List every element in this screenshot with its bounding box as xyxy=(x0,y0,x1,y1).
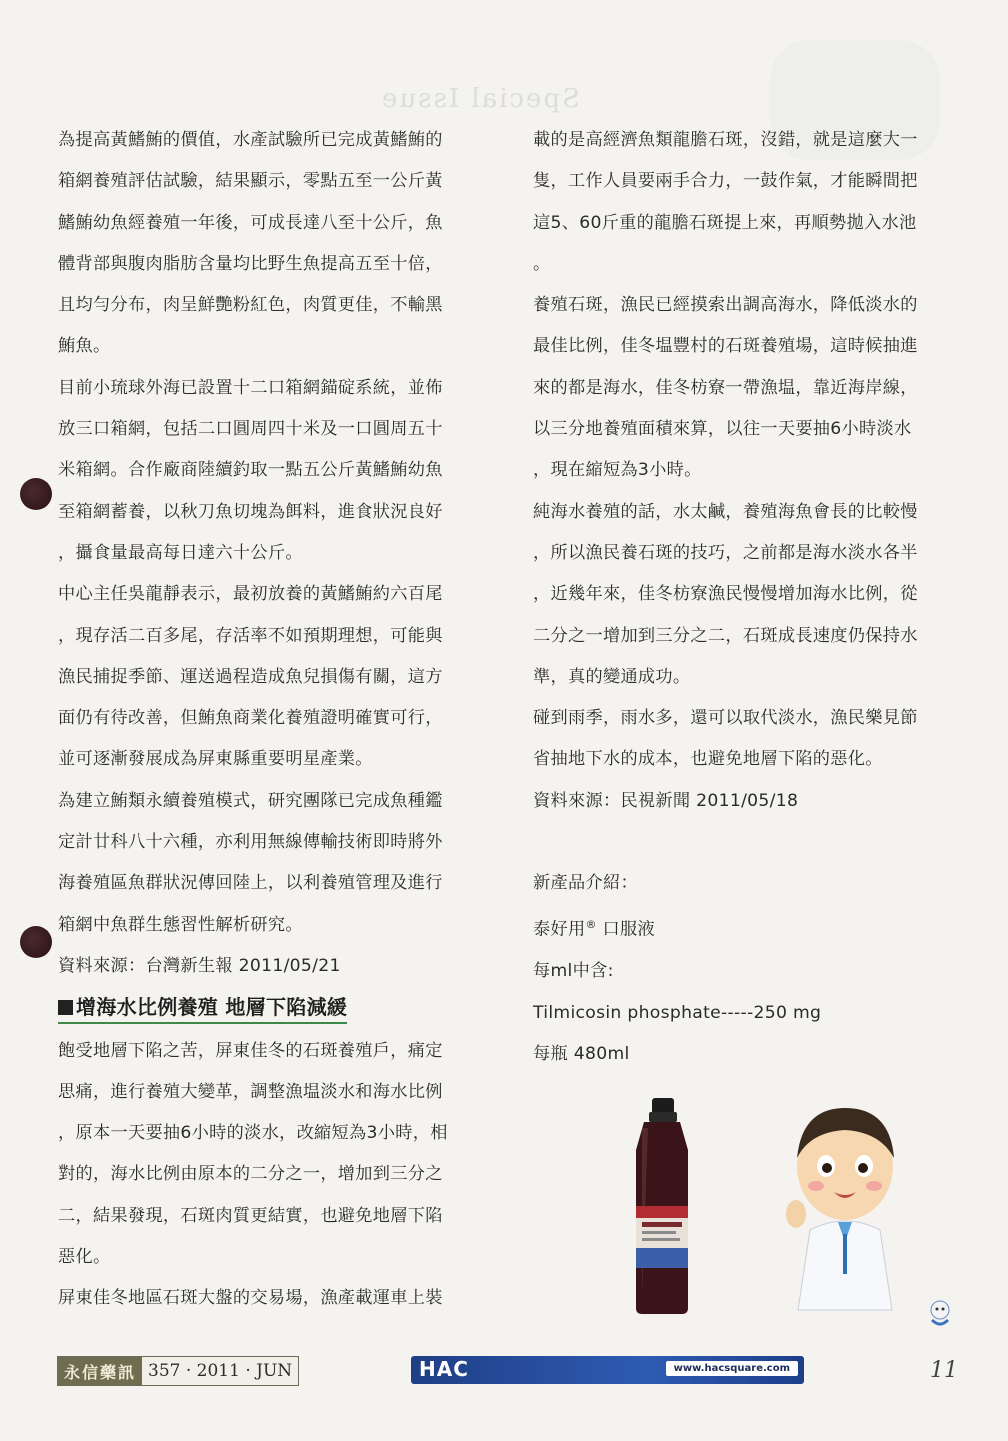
page-number: 11 xyxy=(930,1358,958,1383)
article-paragraph: 飽受地層下陷之苦，屏東佳冬的石斑養殖戶，痛定 思痛，進行養殖大變革，調整漁塭淡水和海水比例 ，原本一天要抽6小時的淡水，改縮短為3小時，相 對的，海水比例由原本的二分之一，增加到三分之 二，結果發現，石斑肉質更結實，也避免地層下陷 惡化。 xyxy=(58,1040,448,1268)
product-name-suffix: 口服液 xyxy=(596,920,656,941)
magazine-brand: 永信藥訊 xyxy=(58,1357,142,1385)
article-paragraph: 載的是高經濟魚類龍膽石斑，沒錯，就是這麼大一 隻，工作人員要兩手合力，一鼓作氣，才能瞬間把 這5、60斤重的龍膽石斑提上來，再順勢拋入水池 。 xyxy=(533,130,918,274)
square-bullet-icon xyxy=(58,1000,73,1015)
hac-logo: HAC xyxy=(419,1357,469,1381)
heading-underline xyxy=(58,1022,347,1024)
bleed-through-title: Special Issue xyxy=(380,84,580,114)
hac-url: www.hacsquare.com xyxy=(666,1361,798,1376)
issue-info: 357 · 2011 · JUN xyxy=(142,1357,298,1385)
article-paragraph: 目前小琉球外海已設置十二口箱網錨碇系統，並佈 放三口箱網，包括二口圓周四十米及一口圓周五十 米箱網。合作廠商陸續釣取一點五公斤黃鰭鮪幼魚 至箱網蓄養，以秋刀魚切塊為餌料，進食狀況良好 ，攝食量最高每日達六十公斤。 xyxy=(58,377,443,563)
product-intro-label: 新產品介紹： xyxy=(533,873,638,894)
product-volume: 每瓶 480ml xyxy=(533,1043,630,1064)
product-ingredient: Tilmicosin phosphate-----250 mg xyxy=(533,1002,822,1023)
source-citation: 資料來源：台灣新生報 2011/05/21 xyxy=(58,955,341,976)
hac-banner-ad xyxy=(411,1356,804,1384)
article-paragraph: 碰到雨季，雨水多，還可以取代淡水，漁民樂見節 省抽地下水的成本，也避免地層下陷的惡化。 xyxy=(533,708,918,770)
article-paragraph: 純海水養殖的話，水太鹹，養殖海魚會長的比較慢 ，所以漁民養石斑的技巧，之前都是海水淡水各半 ，近幾年來，佳冬枋寮漁民慢慢增加海水比例，從 二分之一增加到三分之二，石斑成長速度仍保持水 準，真的變通成功。 xyxy=(533,501,918,687)
medicine-bottle-image xyxy=(622,1098,702,1314)
article-paragraph: 為建立鮪類永續養殖模式，研究團隊已完成魚種鑑 定計廿科八十六種，亦利用無線傳輸技術即時將外 海養殖區魚群狀況傳回陸上，以利養殖管理及進行 箱網中魚群生態習性解析研究。 xyxy=(58,790,443,935)
section-heading-text: 增海水比例養殖 地層下陷減緩 xyxy=(76,995,348,1020)
left-column xyxy=(58,120,478,1320)
doctor-mascot-image xyxy=(780,1100,910,1312)
small-character-icon xyxy=(926,1298,954,1328)
product-name xyxy=(533,904,955,951)
article-paragraph: 中心主任吳龍靜表示，最初放養的黃鰭鮪約六百尾 ，現存活二百多尾，存活率不如預期理想，可能與 漁民捕捉季節、運送過程造成魚兒損傷有關，這方 面仍有待改善，但鮪魚商業化養殖證明確實可行， 並可逐漸發展成為屏東縣重要明星產業。 xyxy=(58,584,443,770)
article-paragraph: 為提高黃鰭鮪的價值，水產試驗所已完成黃鰭鮪的 箱網養殖評估試驗，結果顯示，零點五至一公斤黃 鰭鮪幼魚經養殖一年後，可成長達八至十公斤，魚 體背部與腹肉脂肪含量均比野生魚提高五至十倍， 且均勻分布，肉呈鮮艷粉紅色，肉質更佳，不輸黑 鮪魚。 xyxy=(58,130,443,357)
right-column xyxy=(533,120,955,1075)
section-heading xyxy=(58,987,347,1028)
magazine-issue-label xyxy=(57,1356,299,1386)
article-paragraph: 養殖石斑，漁民已經摸索出調高海水，降低淡水的 最佳比例，佳冬塭豐村的石斑養殖場，這時候抽進 來的都是海水，佳冬枋寮一帶漁塭，靠近海岸線， 以三分地養殖面積來算，以往一天要抽6小時淡水 ，現在縮短為3小時。 xyxy=(533,295,918,481)
article-paragraph: 屏東佳冬地區石斑大盤的交易場，漁產載運車上裝 xyxy=(58,1288,443,1309)
binder-hole-top xyxy=(20,478,52,510)
product-name-text: 泰好用 xyxy=(533,920,586,941)
binder-hole-bottom xyxy=(20,926,52,958)
registered-mark: ® xyxy=(585,918,597,932)
product-per-ml-label: 每ml中含: xyxy=(533,961,614,982)
source-citation: 資料來源：民視新聞 2011/05/18 xyxy=(533,790,799,811)
